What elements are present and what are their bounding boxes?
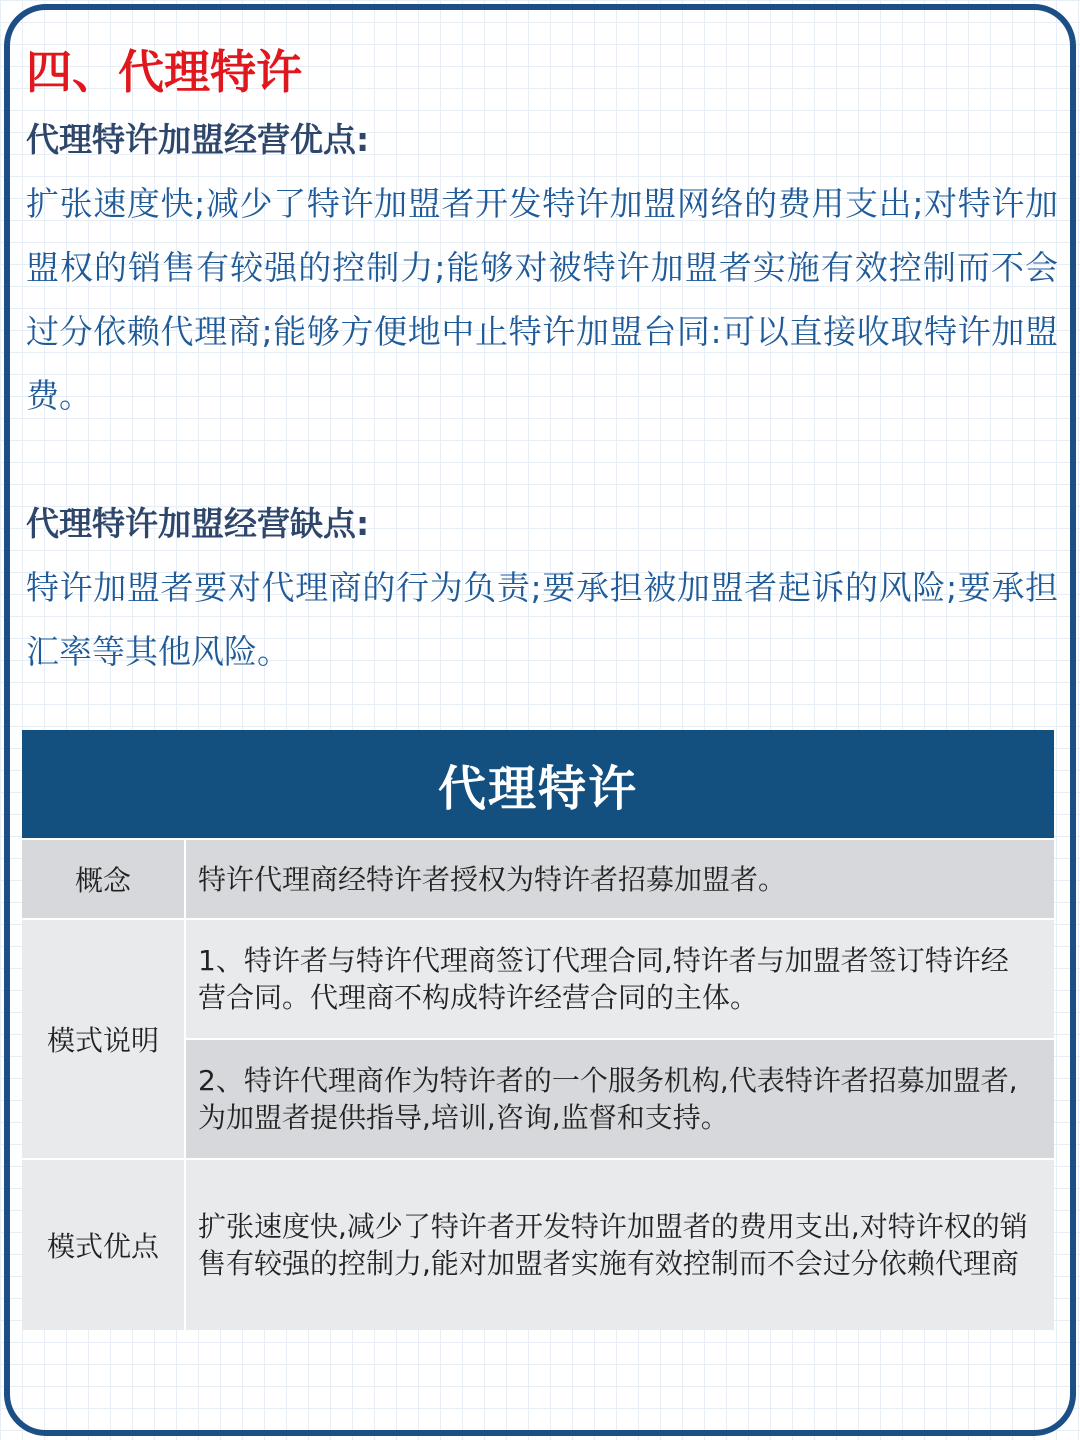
concept-label: 概念 — [22, 840, 184, 918]
model-description-item-1: 1、特许者与特许代理商签订代理合同,特许者与加盟者签订特许经营合同。代理商不构成特许经营合同的主体。 — [186, 920, 1054, 1038]
table-title: 代理特许 — [22, 730, 1054, 838]
model-description-item-2: 2、特许代理商作为特许者的一个服务机构,代表特许者招募加盟者,为加盟者提供指导,培训,咨询,监督和支持。 — [186, 1040, 1054, 1158]
advantages-heading: 代理特许加盟经营优点: — [26, 120, 370, 159]
model-advantages-label: 模式优点 — [22, 1160, 184, 1330]
model-description-label: 模式说明 — [22, 920, 184, 1158]
franchise-table — [22, 730, 1054, 1326]
advantages-text: 扩张速度快;减少了特许加盟者开发特许加盟网络的费用支出;对特许加盟权的销售有较强的控制力;能够对被特许加盟者实施有效控制而不会过分依赖代理商;能够方便地中止特许加盟台同:可以直接收取特许加盟费。 — [26, 184, 1058, 415]
concept-value: 特许代理商经特许者授权为特许者招募加盟者。 — [186, 840, 1054, 918]
model-advantages-value: 扩张速度快,减少了特许者开发特许加盟者的费用支出,对特许权的销售有较强的控制力,能对加盟者实施有效控制而不会过分依赖代理商 — [186, 1160, 1054, 1330]
disadvantages-heading: 代理特许加盟经营缺点: — [26, 504, 370, 543]
disadvantages-text: 特许加盟者要对代理商的行为负责;要承担被加盟者起诉的风险;要承担汇率等其他风险。 — [26, 568, 1058, 671]
section-title: 四、代理特许 — [26, 45, 302, 99]
